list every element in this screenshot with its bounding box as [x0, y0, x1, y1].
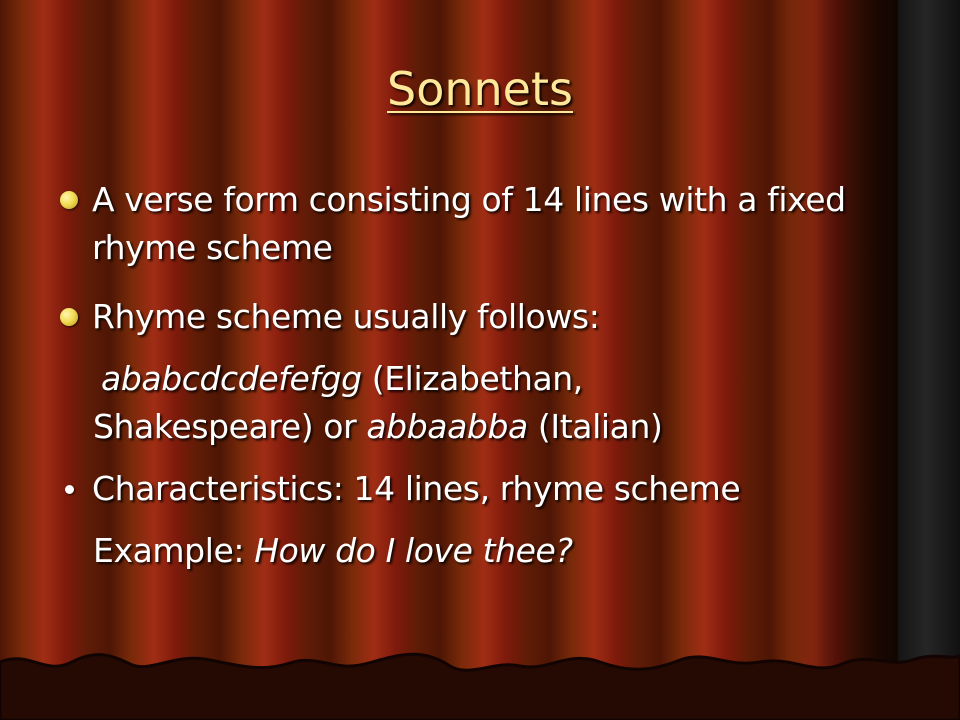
- example-line: [93, 527, 913, 575]
- elizabethan-label: (Elizabethan, Shakespeare) or: [93, 359, 583, 446]
- slide-title: Sonnets: [387, 62, 573, 116]
- italian-pattern: abbaabba: [366, 407, 528, 446]
- bullet-text: Rhyme scheme usually follows:: [92, 297, 600, 336]
- bullet-characteristics: [60, 465, 880, 513]
- bullet-text: Characteristics: 14 lines, rhyme scheme: [92, 469, 741, 508]
- example-poem-title: How do I love thee?: [254, 531, 573, 570]
- bullet-text: A verse form consisting of 14 lines with a fixed rhyme scheme: [92, 180, 846, 267]
- round-yellow-bullet-icon: [60, 191, 78, 209]
- elizabethan-pattern: ababcdcdefefgg: [101, 359, 362, 398]
- bullet-verse-form: [60, 176, 880, 272]
- example-label: Example:: [93, 531, 255, 570]
- small-white-dot-icon: [65, 485, 74, 494]
- bullet-rhyme-scheme: [60, 293, 880, 341]
- round-yellow-bullet-icon: [60, 308, 78, 326]
- italian-label: (Italian): [527, 407, 663, 446]
- rhyme-scheme-detail: [93, 355, 733, 451]
